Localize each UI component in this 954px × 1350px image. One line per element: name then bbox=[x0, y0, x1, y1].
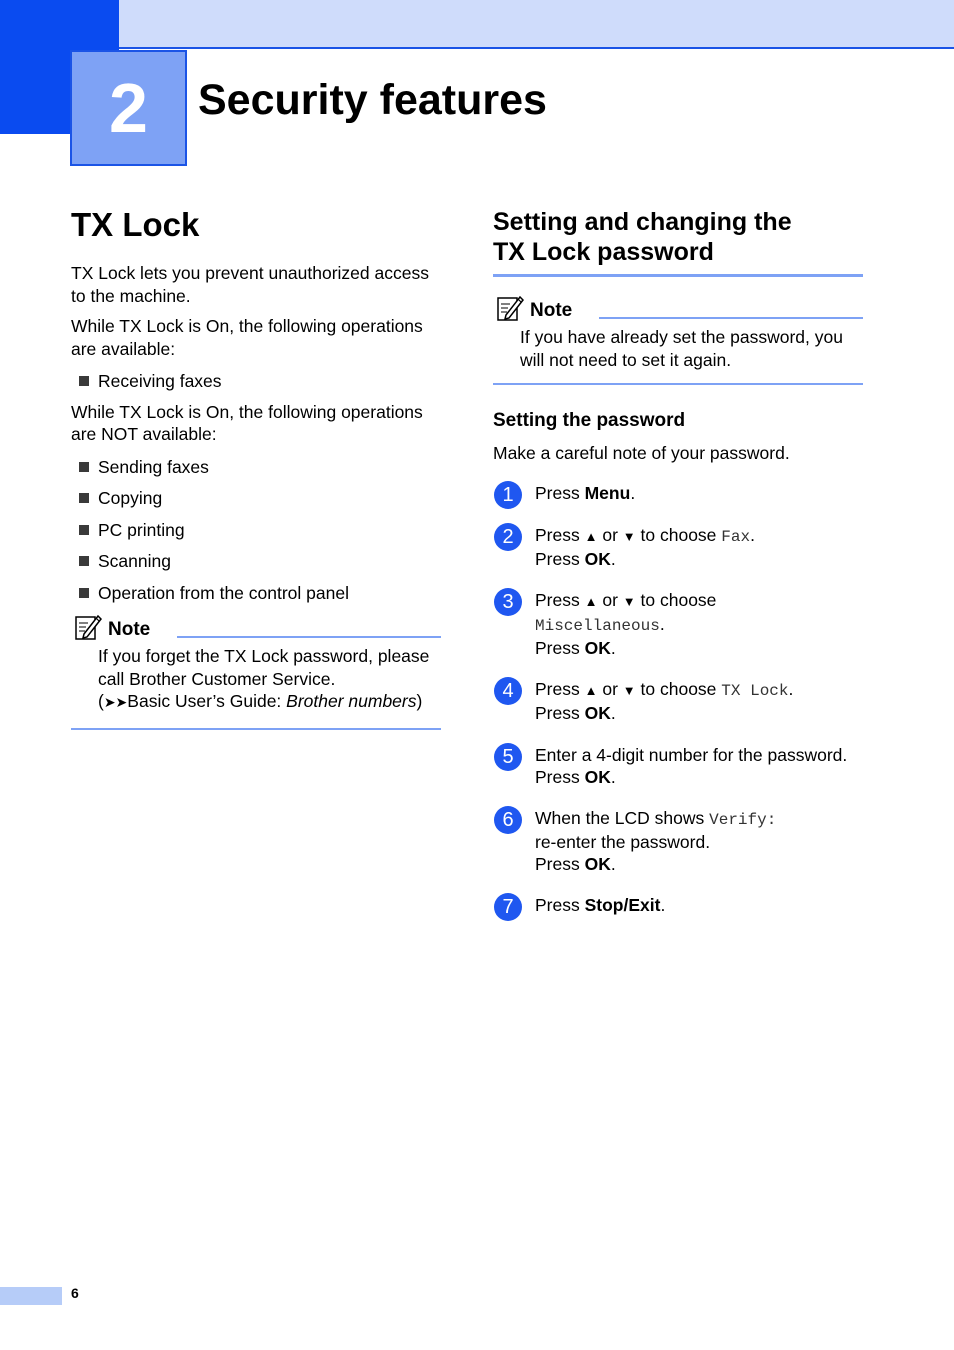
step-7: 7 Press Stop/Exit. bbox=[493, 894, 863, 916]
available-list bbox=[71, 370, 441, 392]
note-box bbox=[71, 613, 441, 730]
right-column bbox=[493, 200, 863, 916]
note-text: If you have already set the password, you will not need to set it again. bbox=[520, 327, 843, 370]
note-text: If you forget the TX Lock password, please call Brother Customer Service. bbox=[98, 646, 430, 689]
note-pencil-icon bbox=[74, 613, 102, 641]
cross-reference-arrows-icon: ➤➤ bbox=[103, 694, 128, 710]
note-label: Note bbox=[530, 300, 573, 321]
square-bullet-icon bbox=[79, 588, 89, 598]
down-arrow-icon: ▼ bbox=[622, 682, 636, 698]
note-pencil-icon bbox=[496, 294, 524, 322]
square-bullet-icon bbox=[79, 376, 89, 386]
square-bullet-icon bbox=[79, 556, 89, 566]
square-bullet-icon bbox=[79, 525, 89, 535]
section-heading-tx-lock: TX Lock bbox=[71, 206, 200, 243]
section-heading-password: Setting and changing the TX Lock password bbox=[493, 208, 792, 266]
step-number-badge: 5 bbox=[494, 743, 522, 771]
paragraph: While TX Lock is On, the following operations are NOT available: bbox=[71, 401, 423, 444]
heading-rule bbox=[493, 274, 863, 277]
step-1: 1 Press Menu. bbox=[493, 482, 863, 504]
note-rule bbox=[599, 317, 863, 319]
step-number-badge: 6 bbox=[494, 806, 522, 834]
up-arrow-icon: ▲ bbox=[584, 682, 598, 698]
square-bullet-icon bbox=[79, 493, 89, 503]
square-bullet-icon bbox=[79, 462, 89, 472]
header-band bbox=[0, 0, 954, 49]
note-box bbox=[493, 294, 863, 385]
down-arrow-icon: ▼ bbox=[622, 528, 636, 544]
list-item: Sending faxes bbox=[71, 456, 441, 478]
chapter-title: Security features bbox=[198, 76, 547, 124]
list-item: Copying bbox=[71, 487, 441, 509]
note-rule bbox=[177, 636, 441, 638]
step-number-badge: 1 bbox=[494, 481, 522, 509]
up-arrow-icon: ▲ bbox=[584, 593, 598, 609]
step-4: 4 Press ▲ or ▼ to choose TX Lock. Press OK. bbox=[493, 678, 863, 724]
step-3: 3 Press ▲ or ▼ to choose Miscellaneous. Press OK. bbox=[493, 589, 863, 659]
subsection-heading: Setting the password bbox=[493, 410, 686, 431]
left-column bbox=[71, 200, 441, 730]
step-number-badge: 7 bbox=[494, 893, 522, 921]
note-label: Note bbox=[108, 619, 151, 640]
step-number-badge: 4 bbox=[494, 677, 522, 705]
chapter-number: 2 bbox=[109, 69, 148, 147]
step-5: 5 Enter a 4-digit number for the password. Press OK. bbox=[493, 744, 863, 788]
paragraph: TX Lock lets you prevent unauthorized access to the machine. bbox=[71, 263, 429, 306]
chapter-number-box bbox=[70, 50, 187, 166]
down-arrow-icon: ▼ bbox=[622, 593, 636, 609]
step-2: 2 Press ▲ or ▼ to choose Fax. Press OK. bbox=[493, 524, 863, 570]
list-item: Scanning bbox=[71, 550, 441, 572]
not-available-list bbox=[71, 456, 441, 604]
note-reference: (➤➤Basic User’s Guide: Brother numbers) bbox=[98, 691, 423, 711]
paragraph: Make a careful note of your password. bbox=[493, 443, 790, 463]
list-item: PC printing bbox=[71, 519, 441, 541]
paragraph: While TX Lock is On, the following operations are available: bbox=[71, 316, 423, 359]
footer-bar bbox=[0, 1287, 62, 1305]
page-number: 6 bbox=[71, 1285, 79, 1301]
step-number-badge: 2 bbox=[494, 523, 522, 551]
list-item: Operation from the control panel bbox=[71, 582, 441, 604]
step-6: 6 When the LCD shows Verify: re-enter the password. Press OK. bbox=[493, 807, 863, 875]
note-bottom-rule bbox=[493, 383, 863, 385]
step-number-badge: 3 bbox=[494, 588, 522, 616]
list-item: Receiving faxes bbox=[71, 370, 441, 392]
up-arrow-icon: ▲ bbox=[584, 528, 598, 544]
note-bottom-rule bbox=[71, 728, 441, 730]
